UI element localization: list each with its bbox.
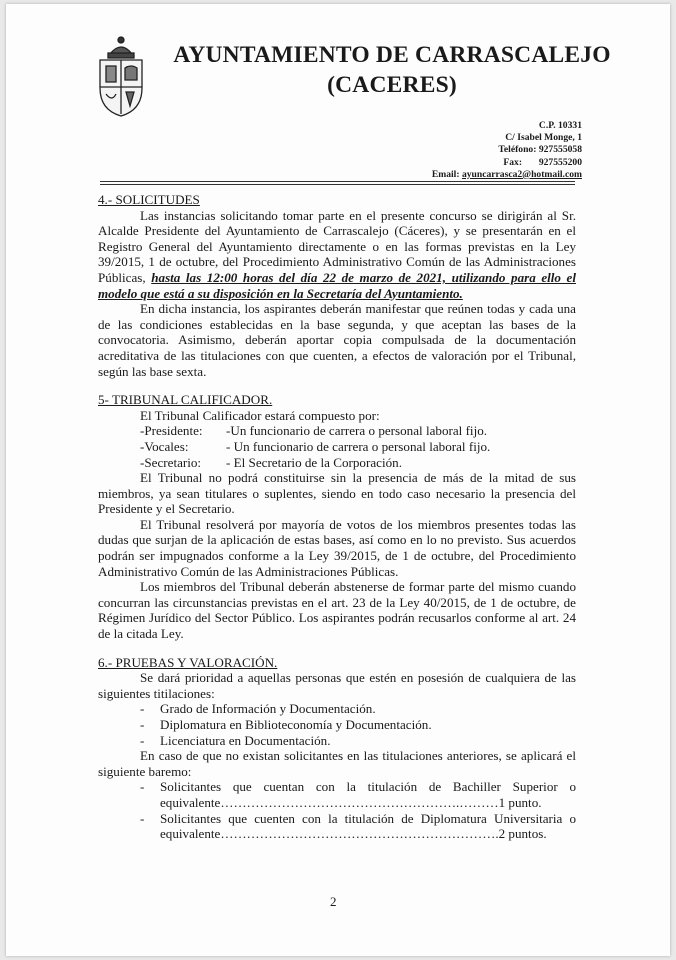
document-body [98, 192, 576, 842]
degree-text: Diplomatura en Biblioteconomía y Documentación. [160, 717, 432, 732]
baremo-item: - Solicitantes que cuenten con la titulación de Diplomatura Universitaria o equivalente……………………………………………………….2 puntos. [140, 810, 576, 842]
phone-label: Teléfono: [498, 144, 537, 156]
section-5-heading: 5- TRIBUNAL CALIFICADOR. [98, 392, 273, 408]
degree-text: Grado de Información y Documentación. [160, 701, 376, 717]
section-6-intro: Se dará prioridad a aquellas personas que estén en posesión de cualquiera de las siguientes titilaciones: [98, 670, 576, 701]
postal-code: C.P. 10331 [538, 120, 582, 131]
section-4-p1-text: Las instancias solicitando tomar parte en el presente concurso se dirigirán al Sr. Alcalde Presidente del Ayuntamiento de Carrascalejo (Cáceres), y se presentarán en el Registro General del Ayuntamiento directamente o en las formas previstas en la Ley 39/2015, 1 de octubre, del Procedimiento Administrativo Común de las Administraciones Públicas, [98, 207, 576, 285]
street-address: C/ Isabel Monge, 1 [505, 132, 582, 144]
degree-item: - Diplomatura en Biblioteconomía y Documentación. [98, 717, 576, 733]
phone-value: 927555058 [538, 144, 582, 156]
fax-value: 927555200 [538, 156, 582, 168]
member-role: -Secretario: [140, 454, 202, 470]
fax-row [432, 157, 582, 169]
tribunal-member-row [98, 455, 576, 471]
coat-of-arms-icon [94, 32, 148, 118]
member-role: -Presidente: [140, 423, 203, 439]
header-divider [100, 181, 575, 182]
member-role: -Vocales: [140, 438, 189, 454]
email-row [432, 169, 582, 181]
baremo-text: Solicitantes que cuentan con la titulación de Bachiller Superior o equivalente……………………………………………….………1 punto. [160, 779, 576, 810]
title-line-1: AYUNTAMIENTO DE CARRASCALEJO [173, 42, 611, 68]
member-description: -Un funcionario de carrera o personal laboral fijo. [226, 423, 488, 439]
member-description: - El Secretario de la Corporación. [226, 454, 402, 470]
degree-text: Licenciatura en Documentación. [160, 732, 331, 748]
section-5-paragraph-3: Los miembros del Tribunal deberán abstenerse de formar parte del mismo cuando concurran las circunstancias previstas en el art. 23 de la Ley 40/2015, de 1 de octubre, de Régimen Jurídico del Sector Público. Los aspirantes podrán recusarlos conforme al art. 24 de la citada Ley. [98, 579, 576, 642]
header-divider-2 [100, 184, 575, 185]
degree-item: - Grado de Información y Documentación. [98, 701, 576, 717]
page-number: 2 [330, 894, 337, 909]
email-label: Email: [431, 168, 460, 180]
tribunal-member-row [98, 439, 576, 455]
baremo-text: Solicitantes que cuenten con la titulación de Diplomatura Universitaria o equivalente……………………………………………………….2 puntos. [160, 810, 576, 842]
address-block [432, 120, 582, 181]
section-4-heading: 4.- SOLICITUDES [98, 192, 200, 207]
section-4-paragraph-2: En dicha instancia, los aspirantes deberán manifestar que reúnen todas y cada una de las condiciones establecidas en la base segunda, y que aceptan las bases de la convocatoria. Asimismo, deberán aportar copia compulsada de la documentación acreditativa de las titulaciones con que cuenten, a efectos de valoración por el Tribunal, según las base sexta. [98, 301, 576, 379]
section-5-intro: El Tribunal Calificador estará compuesto por: [140, 407, 380, 423]
section-5-paragraph-2: El Tribunal resolverá por mayoría de votos de los miembros presentes todas las dudas que surjan de la aplicación de estas bases, así como en lo no previsto. Sus acuerdos podrán ser impugnados conforme a la Ley 39/2015, de 1 de octubre, del Procedimiento Administrativo Común de las Administraciones Públicas. [98, 516, 576, 579]
degree-item: - Licenciatura en Documentación. [98, 733, 576, 749]
section-5-paragraph-1: El Tribunal no podrá constituirse sin la presencia de más de la mitad de sus miembros, ya sean titulares o suplentes, siendo en todo caso necesario la presencia del Presidente y el Secretario. [98, 470, 576, 517]
municipality-title [152, 40, 632, 100]
section-6-heading: 6.- PRUEBAS Y VALORACIÓN. [98, 654, 278, 670]
title-line-2: (CACERES) [327, 72, 457, 98]
baremo-item: - Solicitantes que cuentan con la titulación de Bachiller Superior o equivalente……………………………………………….………1 punto. [140, 779, 576, 810]
member-description: - Un funcionario de carrera o personal laboral fijo. [226, 438, 491, 454]
email-link[interactable]: ayuncarrasca2@hotmail.com [461, 168, 582, 180]
fax-label: Fax: [503, 156, 523, 168]
section-4-paragraph-1 [98, 208, 576, 302]
tribunal-member-row [98, 423, 576, 439]
section-6-paragraph-2: En caso de que no existan solicitantes en las titulaciones anteriores, se aplicará el siguiente baremo: [98, 748, 576, 779]
deadline-emphasis: hasta las 12:00 horas del día 22 de marzo de 2021, utilizando para ello el modelo que está a su disposición en la Secretaría del Ayuntamiento. [98, 269, 576, 301]
phone-row [432, 144, 582, 156]
